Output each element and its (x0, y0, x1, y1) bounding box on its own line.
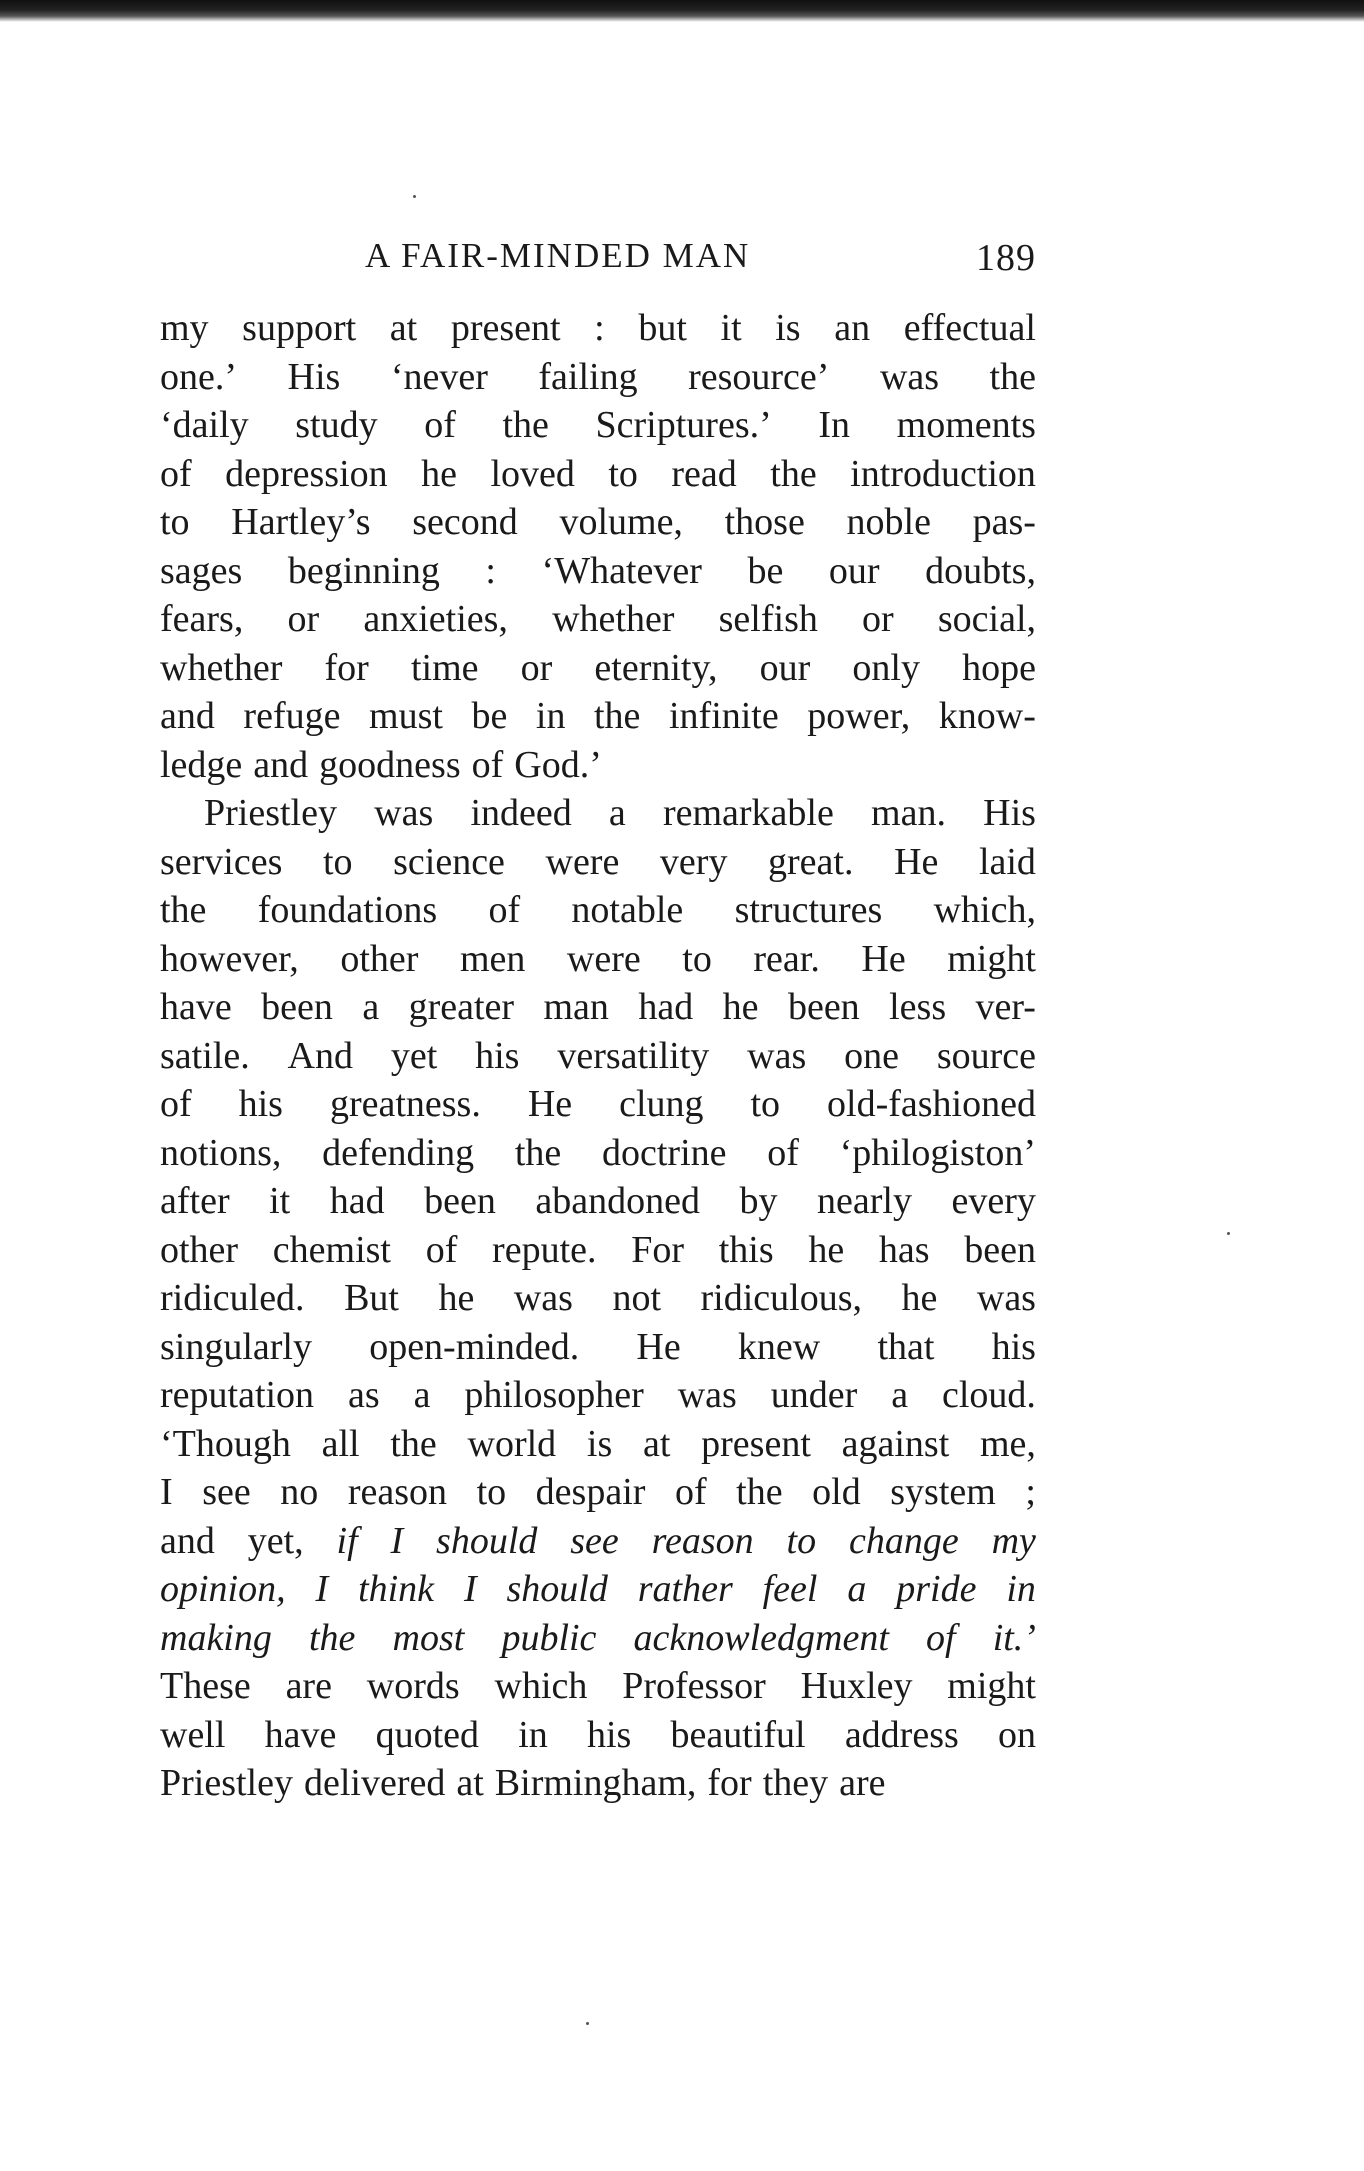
word: man (543, 986, 609, 1028)
word: of (424, 404, 456, 446)
word: was (747, 1034, 807, 1077)
word: see (570, 1519, 619, 1562)
word: in (1006, 1568, 1036, 1610)
page-number: 189 (976, 237, 1036, 279)
text-line (160, 1614, 1036, 1663)
word: present (701, 1422, 811, 1465)
word: has (878, 1228, 930, 1271)
word: quoted (375, 1713, 480, 1756)
word: pride (896, 1568, 977, 1610)
word: philosopher (464, 1374, 644, 1416)
text-line (160, 1420, 1036, 1469)
word: however, (160, 937, 299, 980)
word: abandoned (535, 1180, 701, 1222)
word: noble (846, 501, 931, 543)
word: well (160, 1713, 226, 1756)
word: old (812, 1471, 861, 1513)
word: But (344, 1277, 399, 1319)
word: beautiful (670, 1713, 806, 1756)
word: other (340, 937, 419, 980)
word: this (718, 1228, 774, 1271)
word: Scriptures.’ (595, 404, 772, 446)
word: which (494, 1665, 588, 1707)
word: greater (408, 986, 515, 1028)
word: men (459, 937, 526, 980)
word: social, (937, 598, 1036, 640)
word: ‘Though (160, 1422, 291, 1465)
word: ledge (160, 743, 243, 786)
word: is (775, 307, 801, 349)
word: should (506, 1568, 608, 1610)
word: : (594, 307, 605, 349)
word: source (936, 1034, 1036, 1077)
word: anxieties, (363, 598, 508, 640)
word: less (889, 986, 947, 1028)
text-line (160, 1662, 1036, 1711)
text-line (160, 692, 1036, 741)
word: He (861, 937, 906, 980)
word: the (736, 1471, 783, 1513)
word: refuge (243, 695, 341, 737)
word: only (852, 646, 920, 689)
word: at (389, 307, 418, 349)
word: rear. (753, 937, 820, 980)
text-line (160, 1468, 1036, 1517)
word: the (594, 695, 641, 737)
word: man. (871, 792, 946, 834)
text-line (160, 1080, 1036, 1129)
text-line (160, 1129, 1036, 1178)
word: be (471, 695, 508, 737)
word: of (488, 889, 521, 931)
word: which, (933, 889, 1036, 931)
word: and (253, 743, 309, 786)
word: he (438, 1277, 475, 1319)
text-line (160, 1323, 1036, 1372)
word: his (475, 1034, 520, 1077)
running-title: A FAIR-MINDED MAN (365, 236, 751, 275)
word: he (421, 452, 457, 495)
word: world (467, 1422, 557, 1465)
word: been (261, 986, 333, 1028)
word: whether (552, 598, 675, 640)
word: or (287, 598, 320, 640)
word: despair (535, 1471, 646, 1513)
word: on (997, 1713, 1036, 1756)
word: very (659, 840, 728, 883)
word: been (424, 1180, 496, 1222)
text-line (160, 789, 1036, 838)
word: remarkable (662, 792, 834, 834)
word: ridiculed. (160, 1277, 305, 1319)
word: a (891, 1374, 909, 1416)
word: Priestley (160, 1762, 293, 1804)
word: an (834, 307, 871, 349)
word: change (848, 1519, 959, 1562)
word: at (456, 1762, 484, 1804)
word: to (160, 501, 190, 543)
word: was (976, 1277, 1036, 1319)
word: laid (978, 840, 1036, 883)
text-line (160, 983, 1036, 1032)
word: the (308, 1616, 356, 1659)
word: the (390, 1422, 437, 1465)
word: in (535, 695, 566, 737)
word: for (707, 1762, 752, 1804)
body-text (160, 304, 1036, 1808)
word: reputation (160, 1374, 315, 1416)
word: his (238, 1083, 283, 1125)
word: infinite (668, 695, 779, 737)
word: had (329, 1180, 385, 1222)
word: science (393, 840, 505, 883)
word: as (347, 1374, 380, 1416)
word: power, (807, 695, 911, 737)
word: system (890, 1471, 996, 1513)
word: fears, (160, 598, 244, 640)
word: present (450, 307, 561, 349)
word: to (322, 840, 353, 883)
word: for (324, 646, 369, 689)
word: have (160, 986, 232, 1028)
word: of (674, 1471, 707, 1513)
word: His (983, 792, 1036, 834)
word: chemist (272, 1228, 391, 1271)
word: acknowledgment (633, 1616, 889, 1659)
text-line (160, 595, 1036, 644)
word: at (642, 1422, 671, 1465)
word: no (280, 1471, 319, 1513)
text-line (160, 1565, 1036, 1614)
word: to (476, 1471, 507, 1513)
word: to (786, 1519, 817, 1562)
word: under (770, 1374, 858, 1416)
word: is (586, 1422, 613, 1465)
word: yet (390, 1034, 438, 1077)
word: be (747, 549, 784, 592)
text-line (160, 1517, 1036, 1566)
word: a (608, 792, 626, 834)
word: And (287, 1034, 353, 1077)
word: he (722, 986, 759, 1028)
word: me, (980, 1422, 1036, 1465)
word: the (770, 452, 817, 495)
word: he (808, 1228, 845, 1271)
word: were (545, 840, 620, 883)
text-line (160, 401, 1036, 450)
word: notable (571, 889, 684, 931)
word: against (841, 1422, 950, 1465)
text-line (160, 304, 1036, 353)
word: services (160, 840, 283, 883)
text-line (160, 741, 1036, 790)
word: For (631, 1228, 684, 1271)
word: ‘Whatever (541, 549, 702, 592)
word: I (463, 1568, 477, 1610)
word: God.’ (514, 743, 602, 786)
running-header (160, 236, 1036, 286)
scan-top-edge (0, 0, 1364, 22)
word: In (818, 404, 851, 446)
word: of (160, 1083, 192, 1125)
word: moments (896, 404, 1036, 446)
word: should (436, 1519, 538, 1562)
word: whether (160, 646, 283, 689)
word: were (566, 937, 641, 980)
text-line (160, 1177, 1036, 1226)
word: structures (734, 889, 883, 931)
word: I (390, 1519, 404, 1562)
word: support (242, 307, 357, 349)
word: or (862, 598, 894, 640)
word: my (991, 1519, 1036, 1562)
word: of (425, 1228, 458, 1271)
word: if (336, 1519, 358, 1562)
text-line (160, 450, 1036, 499)
word: Birmingham, (494, 1762, 697, 1804)
word: selfish (718, 598, 818, 640)
word: goodness (319, 743, 461, 786)
word: His (287, 355, 341, 398)
word: feel (762, 1568, 818, 1610)
word: might (947, 937, 1036, 980)
word: one.’ (160, 355, 238, 398)
word: yet, (247, 1519, 304, 1562)
word: He (894, 840, 939, 883)
text-line (160, 1274, 1036, 1323)
word: those (724, 501, 805, 543)
word: address (844, 1713, 959, 1756)
word: open-minded. (369, 1325, 580, 1368)
word: greatness. (329, 1083, 481, 1125)
word: it.’ (992, 1616, 1036, 1659)
word: versatility (557, 1034, 710, 1077)
word: know- (938, 695, 1036, 737)
word: his (991, 1325, 1036, 1368)
word: been (787, 986, 860, 1028)
word: he (901, 1277, 938, 1319)
word: clung (619, 1083, 704, 1125)
word: the (989, 355, 1036, 398)
word: beginning (287, 549, 440, 592)
word: cloud. (942, 1374, 1036, 1416)
word: was (879, 355, 940, 398)
word: nearly (817, 1180, 912, 1222)
word: was (513, 1277, 573, 1319)
word: defending (322, 1131, 475, 1174)
word: other (160, 1228, 239, 1271)
word: ; (1025, 1471, 1036, 1513)
word: the (502, 404, 549, 446)
word: Huxley (800, 1665, 913, 1707)
word: or (520, 646, 553, 689)
word: He (636, 1325, 681, 1368)
word: a (847, 1568, 867, 1610)
text-line (160, 547, 1036, 596)
word: second (412, 501, 518, 543)
word: ver- (975, 986, 1036, 1028)
word: are (839, 1762, 886, 1804)
word: of (767, 1131, 799, 1174)
word: had (638, 986, 694, 1028)
word: I (160, 1471, 173, 1513)
word: read (671, 452, 737, 495)
word: not (612, 1277, 662, 1319)
word: indeed (470, 792, 572, 834)
word: and (160, 1519, 215, 1562)
word: effectual (903, 307, 1036, 349)
text-line (160, 1711, 1036, 1760)
text-line (160, 644, 1036, 693)
text-line (160, 1759, 1036, 1808)
word: great. (768, 840, 854, 883)
word: eternity, (594, 646, 718, 689)
text-line (160, 838, 1036, 887)
word: old-fashioned (827, 1083, 1036, 1125)
word: might (947, 1665, 1036, 1707)
word: to (682, 937, 712, 980)
word: ridiculous, (700, 1277, 862, 1319)
word: have (264, 1713, 337, 1756)
scan-speck (413, 195, 416, 198)
word: rather (637, 1568, 733, 1610)
word: my (160, 307, 209, 349)
word: failing (538, 355, 638, 398)
word: These (160, 1665, 251, 1707)
word: knew (737, 1325, 821, 1368)
word: it (269, 1180, 291, 1222)
word: ‘never (390, 355, 488, 398)
word: reason (347, 1471, 448, 1513)
word: depression (225, 452, 388, 495)
word: see (202, 1471, 251, 1513)
word: doctrine (602, 1131, 727, 1174)
word: by (739, 1180, 778, 1222)
word: the (160, 889, 207, 931)
word: singularly (160, 1325, 312, 1368)
word: pas- (972, 501, 1036, 543)
word: I (315, 1568, 329, 1610)
word: and (160, 695, 215, 737)
word: his (586, 1713, 632, 1756)
word: was (677, 1374, 737, 1416)
word: the (514, 1131, 562, 1174)
word: it (720, 307, 742, 349)
word: hope (962, 646, 1036, 689)
word: Hartley’s (231, 501, 371, 543)
word: of (926, 1616, 956, 1659)
word: reason (651, 1519, 754, 1562)
word: one (844, 1034, 899, 1077)
word: are (285, 1665, 332, 1707)
word: of (160, 452, 192, 495)
word: but (638, 307, 687, 349)
word: He (527, 1083, 573, 1125)
word: our (759, 646, 811, 689)
word: every (951, 1180, 1036, 1222)
word: : (485, 549, 496, 592)
text-line (160, 1032, 1036, 1081)
word: to (608, 452, 638, 495)
text-line (160, 1371, 1036, 1420)
word: our (828, 549, 880, 592)
word: that (877, 1325, 935, 1368)
word: doubts, (925, 549, 1036, 592)
word: after (160, 1180, 230, 1222)
word: Professor (622, 1665, 766, 1707)
word: making (160, 1616, 272, 1659)
word: they (762, 1762, 829, 1804)
word: all (321, 1422, 360, 1465)
scan-speck (1227, 1232, 1230, 1235)
word: notions, (160, 1131, 282, 1174)
word: sages (160, 549, 243, 592)
word: volume, (559, 501, 683, 543)
word: was (374, 792, 434, 834)
word: opinion, (160, 1568, 286, 1610)
word: loved (490, 452, 575, 495)
word: of (471, 743, 504, 786)
text-line (160, 498, 1036, 547)
word: ‘daily (160, 404, 249, 446)
word: study (295, 404, 378, 446)
word: words (366, 1665, 460, 1707)
text-line (160, 935, 1036, 984)
text-line (160, 1226, 1036, 1275)
word: in (518, 1713, 548, 1756)
text-line (160, 886, 1036, 935)
word: been (964, 1228, 1036, 1271)
word: a (362, 986, 380, 1028)
word: introduction (850, 452, 1036, 495)
word: satile. (160, 1034, 250, 1077)
word: think (358, 1568, 435, 1610)
word: resource’ (688, 355, 830, 398)
scan-speck (586, 2022, 589, 2025)
text-line (160, 353, 1036, 402)
word: delivered (303, 1762, 446, 1804)
word: to (750, 1083, 781, 1125)
word: foundations (257, 889, 438, 931)
word: most (392, 1616, 465, 1659)
word: time (410, 646, 479, 689)
word: Priestley (204, 792, 337, 834)
word: ‘philogiston’ (839, 1131, 1036, 1174)
word: a (413, 1374, 431, 1416)
word: repute. (492, 1228, 597, 1271)
word: public (501, 1616, 597, 1659)
word: must (369, 695, 443, 737)
